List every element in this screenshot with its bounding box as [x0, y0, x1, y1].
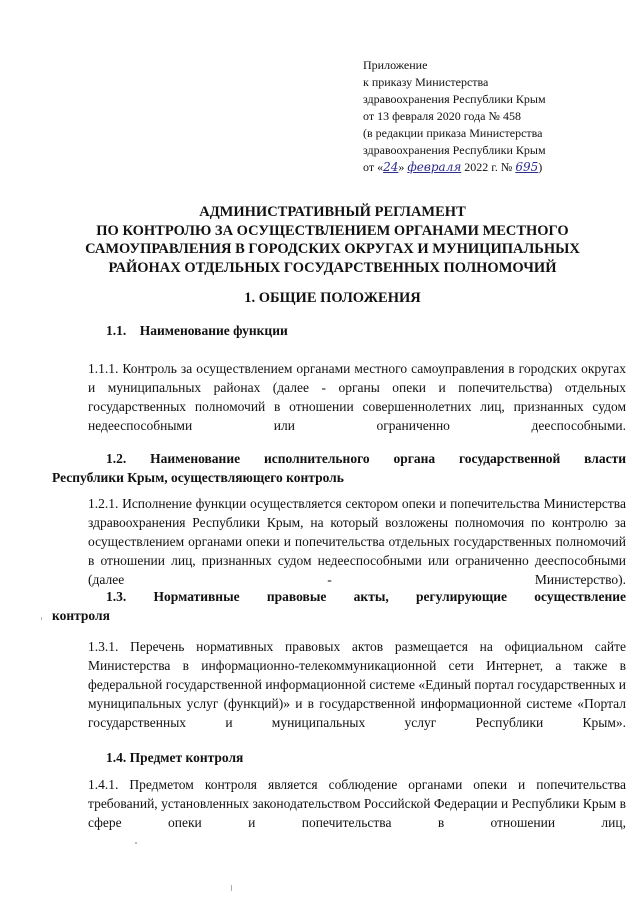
date-mid: »	[398, 160, 408, 174]
heading-line: контроля	[52, 608, 110, 623]
scan-speck	[231, 885, 232, 891]
section-heading: 1. ОБЩИЕ ПОЛОЖЕНИЯ	[244, 290, 421, 306]
heading-line: Республики Крым, осуществляющего контроль	[52, 470, 344, 485]
heading-1-4: 1.4. Предмет контроля	[106, 750, 244, 765]
appendix-line: здравоохранения Республики Крым	[363, 92, 546, 106]
paragraph-1-4-1	[88, 775, 626, 832]
heading-1-1: 1.1. Наименование функции	[106, 323, 288, 338]
appendix-line: к приказу Министерства	[363, 75, 489, 89]
title-line: САМОУПРАВЛЕНИЯ В ГОРОДСКИХ ОКРУГАХ И МУНИЦИПАЛЬНЫХ	[85, 241, 580, 257]
paragraph-text: 1.2.1. Исполнение функции осуществляется сектором опеки и попечительства Министерства здравоохранения Республики Крым, на который возложены полномочия по контролю за осуществлением органами опеки и попечительства отдельных государственных полномочий в отношении лиц, признанных судом недееспособными или ограниченно дееспособными (далее - Министерство).	[88, 496, 626, 587]
appendix-line: от 13 февраля 2020 года № 458	[363, 109, 521, 123]
appendix-block	[363, 57, 623, 176]
document-title	[40, 203, 625, 277]
scan-speck	[41, 617, 42, 620]
date-prefix: от «	[363, 160, 384, 174]
title-line: АДМИНИСТРАТИВНЫЙ РЕГЛАМЕНТ	[199, 204, 466, 220]
paragraph-text: 1.3.1. Перечень нормативных правовых актов размещается на официальном сайте Министерства в информационно-телекоммуникационной сети Интернет, а также в федеральной государственной информационной системе «Единый портал государственных и муниципальных услуг (функций)» и в государственной информационной системе «Портал государственных и муниципальных услуг Республики Крым».	[88, 639, 626, 730]
heading-line: 1.2. Наименование исполнительного органа государственной власти	[106, 451, 626, 466]
handwritten-month: февраля	[407, 160, 462, 174]
handwritten-number: 695	[515, 160, 539, 174]
date-end: )	[538, 160, 543, 174]
appendix-line: здравоохранения Республики Крым	[363, 143, 546, 157]
heading-line: 1.3. Нормативные правовые акты, регулирующие осуществление	[106, 589, 626, 604]
appendix-line: (в редакции приказа Министерства	[363, 126, 543, 140]
scan-speck	[135, 842, 137, 844]
paragraph-text: 1.4.1. Предметом контроля является соблюдение органами опеки и попечительства требований, установленных законодательством Российской Федерации и Республики Крым в сфере опеки и попечительства в отношении лиц,	[88, 777, 626, 830]
date-year: 2022 г. №	[461, 160, 516, 174]
paragraph-1-3-1	[88, 637, 626, 732]
title-line: РАЙОНАХ ОТДЕЛЬНЫХ ГОСУДАРСТВЕННЫХ ПОЛНОМОЧИЙ	[108, 259, 557, 276]
title-line: ПО КОНТРОЛЮ ЗА ОСУЩЕСТВЛЕНИЕМ ОРГАНАМИ МЕСТНОГО	[96, 222, 569, 239]
heading-1-2	[52, 449, 626, 487]
handwritten-day: 24	[383, 160, 399, 174]
appendix-line: Приложение	[363, 58, 428, 72]
heading-1-3	[52, 587, 626, 625]
paragraph-text: 1.1.1. Контроль за осуществлением органами местного самоуправления в городских округах и муниципальных районах (далее - органы опеки и попечительства) отдельных государственных полномочий в отношении совершеннолетних лиц, признанных судом недееспособными или ограниченно дееспособными.	[88, 361, 626, 433]
paragraph-1-1-1	[88, 359, 626, 435]
paragraph-1-2-1	[88, 494, 626, 589]
appendix-date-line	[363, 159, 623, 176]
